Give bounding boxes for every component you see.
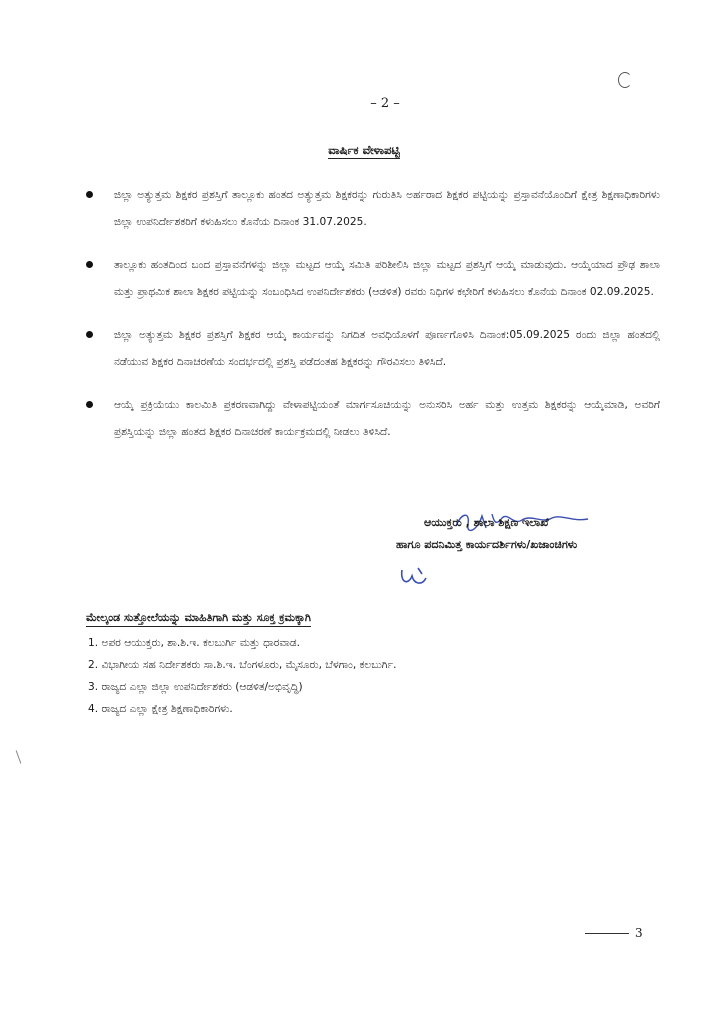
corner-pen-mark [618, 72, 632, 88]
bullet-icon [86, 401, 93, 408]
list-item: 4. ರಾಜ್ಯದ ಎಲ್ಲಾ ಕ್ಷೇತ್ರ ಶಿಕ್ಷಣಾಧಿಕಾರಿಗಳು. [88, 703, 233, 715]
signatory-title: ಆಯುಕ್ತರು , ಶಾಲಾ ಶಿಕ್ಷಣ ಇಲಾಖೆ [424, 516, 549, 529]
copy-to-list [88, 632, 396, 720]
list-item: 2. ವಿಭಾಗೀಯ ಸಹ ನಿರ್ದೇಶಕರು ಸಾ.ಶಿ.ಇ. ಬೆಂಗಳೂರು, ಮೈಸೂರು, ಬೆಳಗಾಂ, ಕಲಬುರ್ಗಿ. [88, 659, 397, 671]
document-title-text: ವಾರ್ಷಿಕ ವೇಳಾಪಟ್ಟಿ [328, 143, 400, 157]
dash-line [585, 933, 629, 934]
document-title [0, 143, 724, 158]
handwritten-initials [398, 564, 432, 592]
list-item [86, 322, 660, 376]
list-item [86, 392, 660, 446]
bullet-icon [86, 331, 93, 338]
list-item-text: ತಾಲ್ಲೂಕು ಹಂತದಿಂದ ಬಂದ ಪ್ರಸ್ತಾವನೆಗಳನ್ನು ಜಿಲ್ಲಾ ಮಟ್ಟದ ಆಯ್ಕೆ ಸಮಿತಿ ಪರಿಶೀಲಿಸಿ ಜಿಲ್ಲಾ ಮಟ್ಟದ ಪ್ರಶಸ್ತಿಗೆ ಆಯ್ಕೆ ಮಾಡುವುದು. ಆಯ್ಕೆಯಾದ ಪ್ರೌಢ ಶಾಲಾ ಮತ್ತು ಪ್ರಾಥಮಿಕ ಶಾಲಾ ಶಿಕ್ಷಕರ ಪಟ್ಟಿಯನ್ನು ಸಂಬಂಧಿಸಿದ ಉಪನಿರ್ದೇಶಕರು (ಆಡಳಿತ) ರವರು ನಿಧಿಗಳ ಕಛೇರಿಗೆ ಕಳುಹಿಸಲು ಕೊನೆಯ ದಿನಾಂಕ 02.09.2025. [114, 259, 660, 298]
list-item: 3. ರಾಜ್ಯದ ಎಲ್ಲಾ ಜಿಲ್ಲಾ ಉಪನಿರ್ದೇಶಕರು (ಆಡಳಿತ/ಅಭಿವೃದ್ಧಿ) [88, 681, 303, 693]
bullet-icon [86, 261, 93, 268]
signatory-designation: ಹಾಗೂ ಪದನಿಮಿತ್ತ ಕಾರ್ಯದರ್ಶಿಗಳು/ಖಜಾಂಚಿಗಳು [396, 538, 578, 551]
stray-pen-mark [16, 750, 22, 763]
list-item [86, 252, 660, 306]
next-page-number: 3 [635, 926, 643, 940]
list-item [86, 182, 660, 236]
copy-to-heading: ಮೇಲ್ಕಂಡ ಸುತ್ತೋಲೆಯನ್ನು ಮಾಹಿತಿಗಾಗಿ ಮತ್ತು ಸೂಕ್ತ ಕ್ರಮಕ್ಕಾಗಿ [86, 611, 311, 627]
list-item-text: ಜಿಲ್ಲಾ ಅತ್ಯುತ್ತಮ ಶಿಕ್ಷಕರ ಪ್ರಶಸ್ತಿಗೆ ತಾಲ್ಲೂಕು ಹಂತದ ಅತ್ಯುತ್ತಮ ಶಿಕ್ಷಕರನ್ನು ಗುರುತಿಸಿ ಅರ್ಹರಾದ ಶಿಕ್ಷಕರ ಪಟ್ಟಿಯನ್ನು ಪ್ರಸ್ತಾವನೆಯೊಂದಿಗೆ ಕ್ಷೇತ್ರ ಶಿಕ್ಷಣಾಧಿಕಾರಿಗಳು ಜಿಲ್ಲಾ ಉಪನಿರ್ದೇಶಕರಿಗೆ ಕಳುಹಿಸಲು ಕೊನೆಯ ದಿನಾಂಕ 31.07.2025. [114, 189, 660, 228]
next-page-indicator [585, 926, 643, 940]
list-item: 1. ಅಪರ ಆಯುಕ್ತರು, ಶಾ.ಶಿ.ಇ. ಕಲಬುರ್ಗಿ ಮತ್ತು ಧಾರವಾಡ. [88, 637, 300, 649]
signature-block [396, 516, 676, 552]
list-item-text: ಆಯ್ಕೆ ಪ್ರಕ್ರಿಯೆಯು ಕಾಲಮಿತಿ ಪ್ರಕರಣವಾಗಿದ್ದು ವೇಳಾಪಟ್ಟಿಯಂತೆ ಮಾರ್ಗಸೂಚಿಯನ್ನು ಅನುಸರಿಸಿ ಅರ್ಹ ಮತ್ತು ಉತ್ತಮ ಶಿಕ್ಷಕರನ್ನು ಆಯ್ಕೆಮಾಡಿ, ಅವರಿಗೆ ಪ್ರಶಸ್ತಿಯನ್ನು ಜಿಲ್ಲಾ ಹಂತದ ಶಿಕ್ಷಕರ ದಿನಾಚರಣೆ ಕಾರ್ಯಕ್ರಮದಲ್ಲಿ ನೀಡಲು ತಿಳಿಸಿದೆ. [114, 399, 660, 438]
schedule-list [86, 182, 660, 462]
page-number: – 2 – [370, 96, 400, 111]
list-item-text: ಜಿಲ್ಲಾ ಅತ್ಯುತ್ತಮ ಶಿಕ್ಷಕರ ಪ್ರಶಸ್ತಿಗೆ ಶಿಕ್ಷಕರ ಆಯ್ಕೆ ಕಾರ್ಯವನ್ನು ನಿಗದಿತ ಅವಧಿಯೊಳಗೆ ಪೂರ್ಣಗೊಳಿಸಿ ದಿನಾಂಕ:05.09.2025 ರಂದು ಜಿಲ್ಲಾ ಹಂತದಲ್ಲಿ ನಡೆಯುವ ಶಿಕ್ಷಕರ ದಿನಾಚರಣೆಯ ಸಂದರ್ಭದಲ್ಲಿ ಪ್ರಶಸ್ತಿ ಪಡೆದಂತಹ ಶಿಕ್ಷಕರನ್ನು ಗೌರವಿಸಲು ತಿಳಿಸಿದೆ. [114, 329, 660, 368]
bullet-icon [86, 191, 93, 198]
